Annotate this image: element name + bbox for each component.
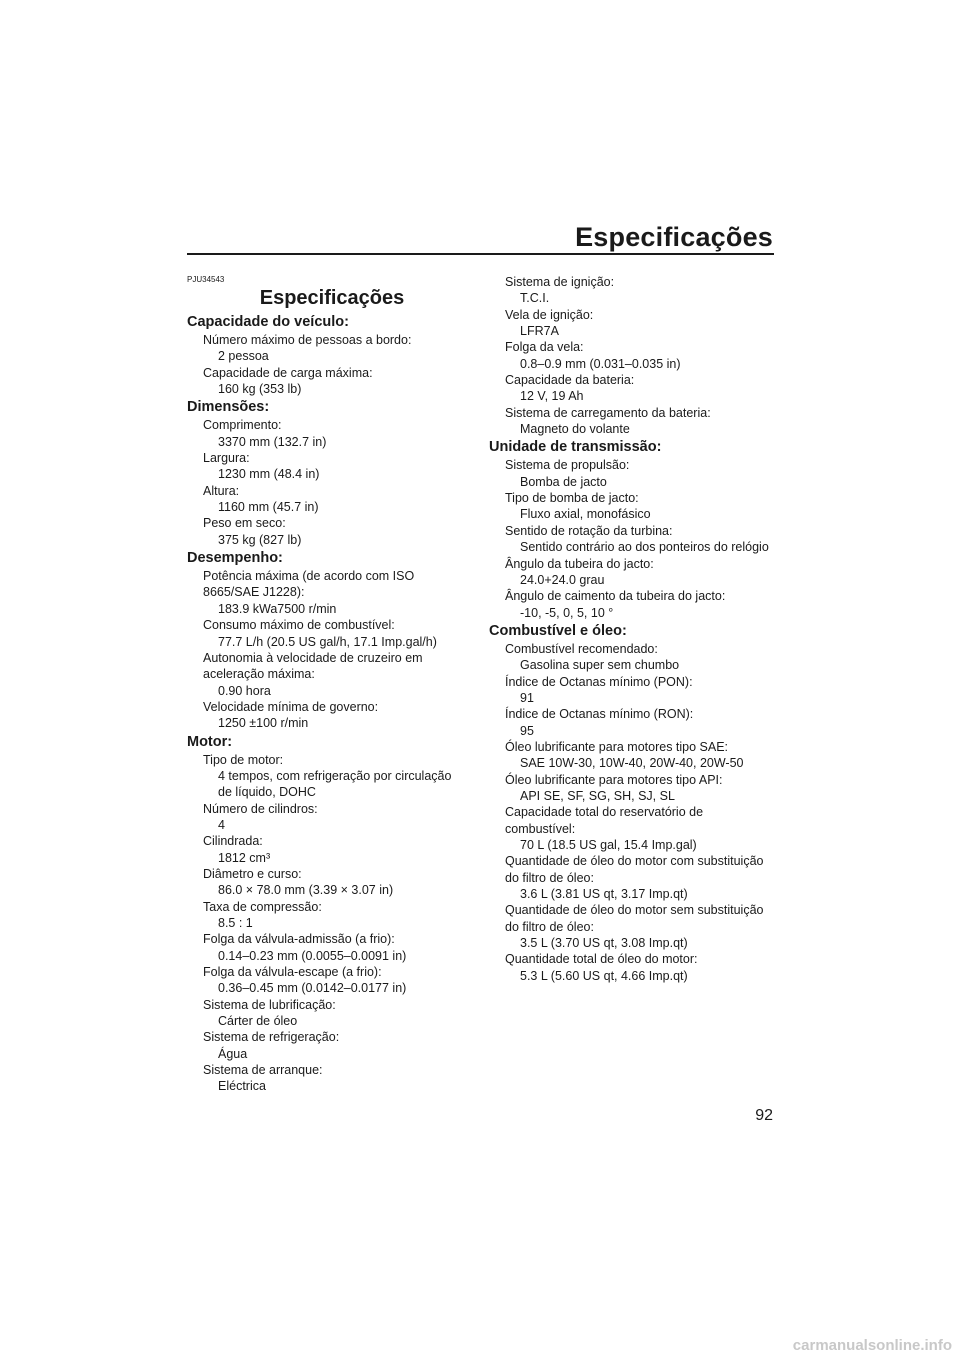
spec-item: [489, 674, 779, 707]
spec-value: Cárter de óleo: [218, 1014, 298, 1029]
spec-group-heading: Dimensões:: [187, 399, 270, 416]
spec-item: [187, 752, 477, 801]
page-number: 92: [755, 1107, 773, 1124]
spec-item: [187, 332, 477, 365]
spec-label: Ângulo da tubeira do jacto:: [505, 556, 654, 571]
spec-value: 160 kg (353 lb): [218, 382, 302, 397]
spec-group-heading: Motor:: [187, 733, 233, 750]
spec-item: [187, 801, 477, 834]
spec-label: Índice de Octanas mínimo (PON):: [505, 674, 693, 689]
spec-value: Fluxo axial, monofásico: [520, 507, 651, 522]
spec-value: Eléctrica: [218, 1079, 266, 1094]
spec-value: 70 L (18.5 US gal, 15.4 Imp.gal): [520, 838, 697, 852]
spec-item: [489, 951, 779, 984]
spec-item: [187, 899, 477, 932]
spec-label: Número de cilindros:: [203, 801, 318, 816]
spec-value: 3370 mm (132.7 in): [218, 434, 327, 449]
spec-label: Tipo de bomba de jacto:: [505, 491, 639, 506]
spec-label: Sistema de carregamento da bateria:: [505, 405, 711, 420]
spec-label: Taxa de compressão:: [203, 899, 322, 914]
spec-item: [489, 853, 779, 902]
spec-item: [489, 902, 779, 951]
spec-label: Sistema de lubrificação:: [203, 997, 336, 1012]
spec-group-heading: Desempenho:: [187, 550, 283, 567]
spec-value: 2 pessoa: [218, 349, 269, 364]
spec-item: [489, 405, 779, 438]
spec-group-heading: Unidade de transmissão:: [489, 439, 662, 456]
spec-value: 0.14–0.23 mm (0.0055–0.0091 in): [218, 948, 407, 963]
spec-label: Sistema de arranque:: [203, 1063, 323, 1078]
spec-item: [489, 804, 779, 853]
spec-label: Sistema de ignição:: [505, 275, 615, 289]
spec-value: 8.5 : 1: [218, 916, 253, 930]
spec-item: [187, 483, 477, 516]
spec-item: [187, 699, 477, 732]
left-column: [187, 275, 477, 1095]
spec-label: Sistema de propulsão:: [505, 458, 630, 473]
spec-label: Sistema de refrigeração:: [203, 1030, 340, 1045]
spec-item: [187, 365, 477, 398]
spec-item: [489, 372, 779, 405]
spec-value: 0.90 hora: [218, 683, 271, 698]
page-header-title: Especificações: [575, 222, 773, 252]
spec-value: LFR7A: [520, 324, 559, 339]
spec-value: 95: [520, 723, 534, 738]
spec-label: Capacidade de carga máxima:: [203, 365, 373, 380]
spec-label: Folga da vela:: [505, 340, 584, 355]
spec-value: 1160 mm (45.7 in): [218, 500, 319, 515]
spec-value: 183.9 kWa7500 r/min: [218, 601, 337, 616]
spec-value: Magneto do volante: [520, 422, 630, 437]
spec-value: Água: [218, 1046, 248, 1061]
spec-label: Folga da válvula-admissão (a frio):: [203, 932, 395, 947]
spec-label: Diâmetro e curso:: [203, 866, 302, 881]
spec-value: SAE 10W-30, 10W-40, 20W-40, 20W-50: [520, 756, 744, 771]
spec-label: Quantidade de óleo do motor sem substituição: [505, 903, 764, 918]
spec-value: 5.3 L (5.60 US qt, 4.66 Imp.qt): [520, 968, 688, 983]
spec-label: Consumo máximo de combustível:: [203, 618, 395, 633]
spec-group-heading: Capacidade do veículo:: [187, 314, 349, 330]
spec-label: Índice de Octanas mínimo (RON):: [505, 707, 694, 722]
spec-item: [489, 739, 779, 772]
right-spec-groups: [489, 274, 779, 984]
section-title: Especificações: [259, 287, 405, 309]
spec-value: API SE, SF, SG, SH, SJ, SL: [520, 788, 675, 803]
spec-item: [187, 1062, 477, 1095]
spec-item: [187, 617, 477, 650]
spec-item: [187, 450, 477, 483]
spec-value: 12 V, 19 Ah: [520, 389, 584, 404]
spec-item: [187, 866, 477, 899]
spec-value: 4 tempos, com refrigeração por circulação: [218, 768, 452, 783]
spec-value: 375 kg (827 lb): [218, 532, 302, 547]
spec-value: -10, -5, 0, 5, 10 °: [520, 605, 614, 620]
watermark: carmanualsonline.info: [792, 1337, 952, 1354]
spec-value: 0.36–0.45 mm (0.0142–0.0177 in): [218, 981, 407, 996]
spec-value: 0.8–0.9 mm (0.031–0.035 in): [520, 356, 681, 371]
spec-label: Número máximo de pessoas a bordo:: [203, 333, 412, 347]
spec-item: [489, 556, 779, 589]
spec-label: Peso em seco:: [203, 516, 286, 531]
spec-value: Bomba de jacto: [520, 474, 607, 489]
spec-value: 86.0 × 78.0 mm (3.39 × 3.07 in): [218, 883, 394, 898]
spec-label: Autonomia à velocidade de cruzeiro em: [203, 650, 423, 665]
spec-label: Quantidade total de óleo do motor:: [505, 952, 698, 967]
spec-group-heading: Combustível e óleo:: [489, 622, 627, 639]
spec-value: 24.0+24.0 grau: [520, 572, 605, 587]
spec-value: Sentido contrário ao dos ponteiros do relógio: [520, 540, 769, 555]
spec-label: Comprimento:: [203, 418, 282, 433]
spec-label: Ângulo de caimento da tubeira do jacto:: [505, 589, 726, 604]
left-spec-groups: [187, 312, 477, 1095]
spec-label: Combustível recomendado:: [505, 641, 658, 656]
spec-value: Gasolina super sem chumbo: [520, 658, 680, 673]
spec-item: [187, 417, 477, 450]
spec-label: Tipo de motor:: [203, 752, 284, 767]
spec-label: Óleo lubrificante para motores tipo API:: [505, 772, 723, 787]
spec-value: de líquido, DOHC: [218, 785, 316, 800]
spec-item: [489, 307, 779, 340]
spec-label: Capacidade da bateria:: [505, 373, 635, 388]
spec-label: Folga da válvula-escape (a frio):: [203, 965, 382, 980]
spec-item: [187, 1029, 477, 1062]
spec-label: 8665/SAE J1228):: [203, 585, 305, 600]
spec-item: [489, 339, 779, 372]
spec-value: 3.6 L (3.81 US qt, 3.17 Imp.qt): [520, 887, 688, 902]
spec-item: [187, 568, 477, 617]
spec-value: T.C.I.: [520, 291, 550, 306]
spec-value: 1812 cm³: [218, 850, 271, 865]
spec-item: [187, 515, 477, 548]
spec-label: Vela de ignição:: [505, 307, 594, 322]
spec-label: Cilindrada:: [203, 834, 263, 849]
spec-item: [489, 457, 779, 490]
spec-item: [489, 274, 779, 307]
spec-item: [489, 523, 779, 556]
spec-value: 1230 mm (48.4 in): [218, 467, 320, 482]
spec-label: combustível:: [505, 821, 576, 836]
spec-value: 77.7 L/h (20.5 US gal/h, 17.1 Imp.gal/h): [218, 634, 437, 649]
spec-label: Potência máxima (de acordo com ISO: [203, 569, 415, 584]
spec-label: Sentido de rotação da turbina:: [505, 523, 673, 538]
spec-item: [187, 833, 477, 866]
spec-item: [187, 997, 477, 1030]
spec-item: [187, 931, 477, 964]
spec-value: 4: [218, 817, 225, 832]
spec-label: Largura:: [203, 451, 250, 466]
spec-label: Óleo lubrificante para motores tipo SAE:: [505, 739, 729, 754]
spec-value: 3.5 L (3.70 US qt, 3.08 Imp.qt): [520, 936, 688, 951]
spec-label: do filtro de óleo:: [505, 919, 594, 934]
document-code: PJU34543: [187, 275, 225, 284]
spec-item: [489, 641, 779, 674]
spec-label: Velocidade mínima de governo:: [203, 699, 379, 714]
spec-label: Capacidade total do reservatório de: [505, 805, 704, 820]
spec-value: 1250 ±100 r/min: [218, 716, 309, 731]
spec-item: [489, 490, 779, 523]
spec-item: [489, 588, 779, 621]
spec-value: 91: [520, 690, 534, 705]
right-column: [489, 274, 779, 984]
spec-item: [489, 706, 779, 739]
spec-label: Altura:: [203, 483, 240, 498]
spec-item: [489, 772, 779, 805]
spec-label: do filtro de óleo:: [505, 870, 594, 885]
header-rule: [187, 253, 774, 255]
spec-item: [187, 964, 477, 997]
spec-label: aceleração máxima:: [203, 667, 315, 682]
spec-label: Quantidade de óleo do motor com substituição: [505, 854, 764, 869]
spec-item: [187, 650, 477, 699]
